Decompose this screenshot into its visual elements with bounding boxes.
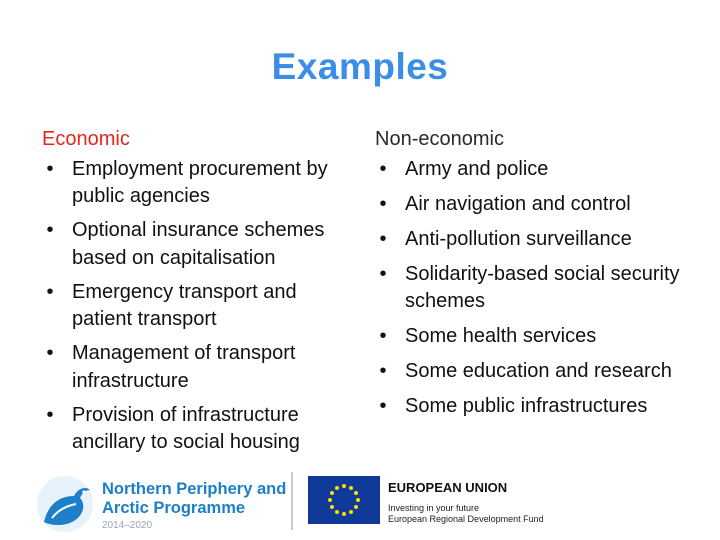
bullet: •	[46, 280, 54, 303]
list-item	[42, 340, 362, 395]
list-item	[42, 402, 362, 457]
bullet: •	[379, 157, 387, 180]
list-item-text: Some education and research	[405, 360, 672, 382]
list-item-text: Air navigation and control	[405, 192, 631, 215]
list-item	[375, 323, 695, 351]
economic-heading: Economic	[42, 128, 130, 150]
bullet: •	[46, 157, 54, 180]
npa-years: 2014–2020	[102, 520, 153, 531]
eu-title: EUROPEAN UNION	[388, 480, 508, 495]
bullet: •	[379, 360, 387, 382]
non-economic-list	[375, 156, 695, 421]
list-item-text: Army and police	[405, 157, 549, 180]
bullet: •	[46, 342, 54, 364]
eu-caption	[388, 480, 544, 525]
list-item-text: Management of transport infrastructure	[72, 342, 296, 392]
list-item-text: Optional insurance schemes based on capitalisation	[72, 219, 325, 269]
economic-column	[42, 126, 362, 463]
list-item-text: Some public infrastructures	[405, 395, 648, 417]
list-item	[375, 393, 695, 421]
bullet: •	[46, 219, 54, 241]
npa-name	[102, 480, 286, 518]
bullet: •	[379, 262, 387, 285]
non-economic-column	[375, 126, 695, 428]
list-item-text: Solidarity-based social security schemes	[405, 262, 680, 312]
npa-logo	[34, 474, 294, 534]
bullet: •	[379, 395, 387, 417]
non-economic-heading: Non-economic	[375, 128, 504, 150]
bullet: •	[379, 227, 387, 250]
list-item	[375, 358, 695, 386]
eu-subtitle	[388, 503, 544, 525]
list-item-text: Provision of infrastructure ancillary to social housing	[72, 403, 300, 453]
logo-divider	[291, 472, 293, 530]
list-item-text: Emergency transport and patient transport	[72, 280, 297, 330]
bird-icon	[34, 474, 96, 534]
bullet: •	[46, 403, 54, 426]
list-item	[42, 217, 362, 272]
list-item	[42, 156, 362, 211]
economic-list	[42, 156, 362, 457]
eu-line-1: Investing in your future	[388, 503, 480, 513]
list-item	[42, 279, 362, 334]
npa-line-2: Arctic Programme	[102, 499, 246, 517]
footer-logos	[0, 466, 720, 536]
list-item-text: Employment procurement by public agencies	[72, 157, 328, 207]
list-item-text: Some health services	[405, 325, 597, 347]
eu-flag-icon	[308, 476, 380, 524]
list-item	[375, 156, 695, 184]
eu-line-2: European Regional Development Fund	[388, 514, 544, 524]
list-item	[375, 191, 695, 219]
bullet: •	[379, 325, 387, 347]
list-item	[375, 226, 695, 254]
list-item	[375, 261, 695, 316]
bullet: •	[379, 192, 387, 215]
slide-title: Examples	[271, 46, 449, 87]
list-item-text: Anti-pollution surveillance	[405, 227, 632, 250]
npa-line-1: Northern Periphery and	[102, 480, 287, 498]
